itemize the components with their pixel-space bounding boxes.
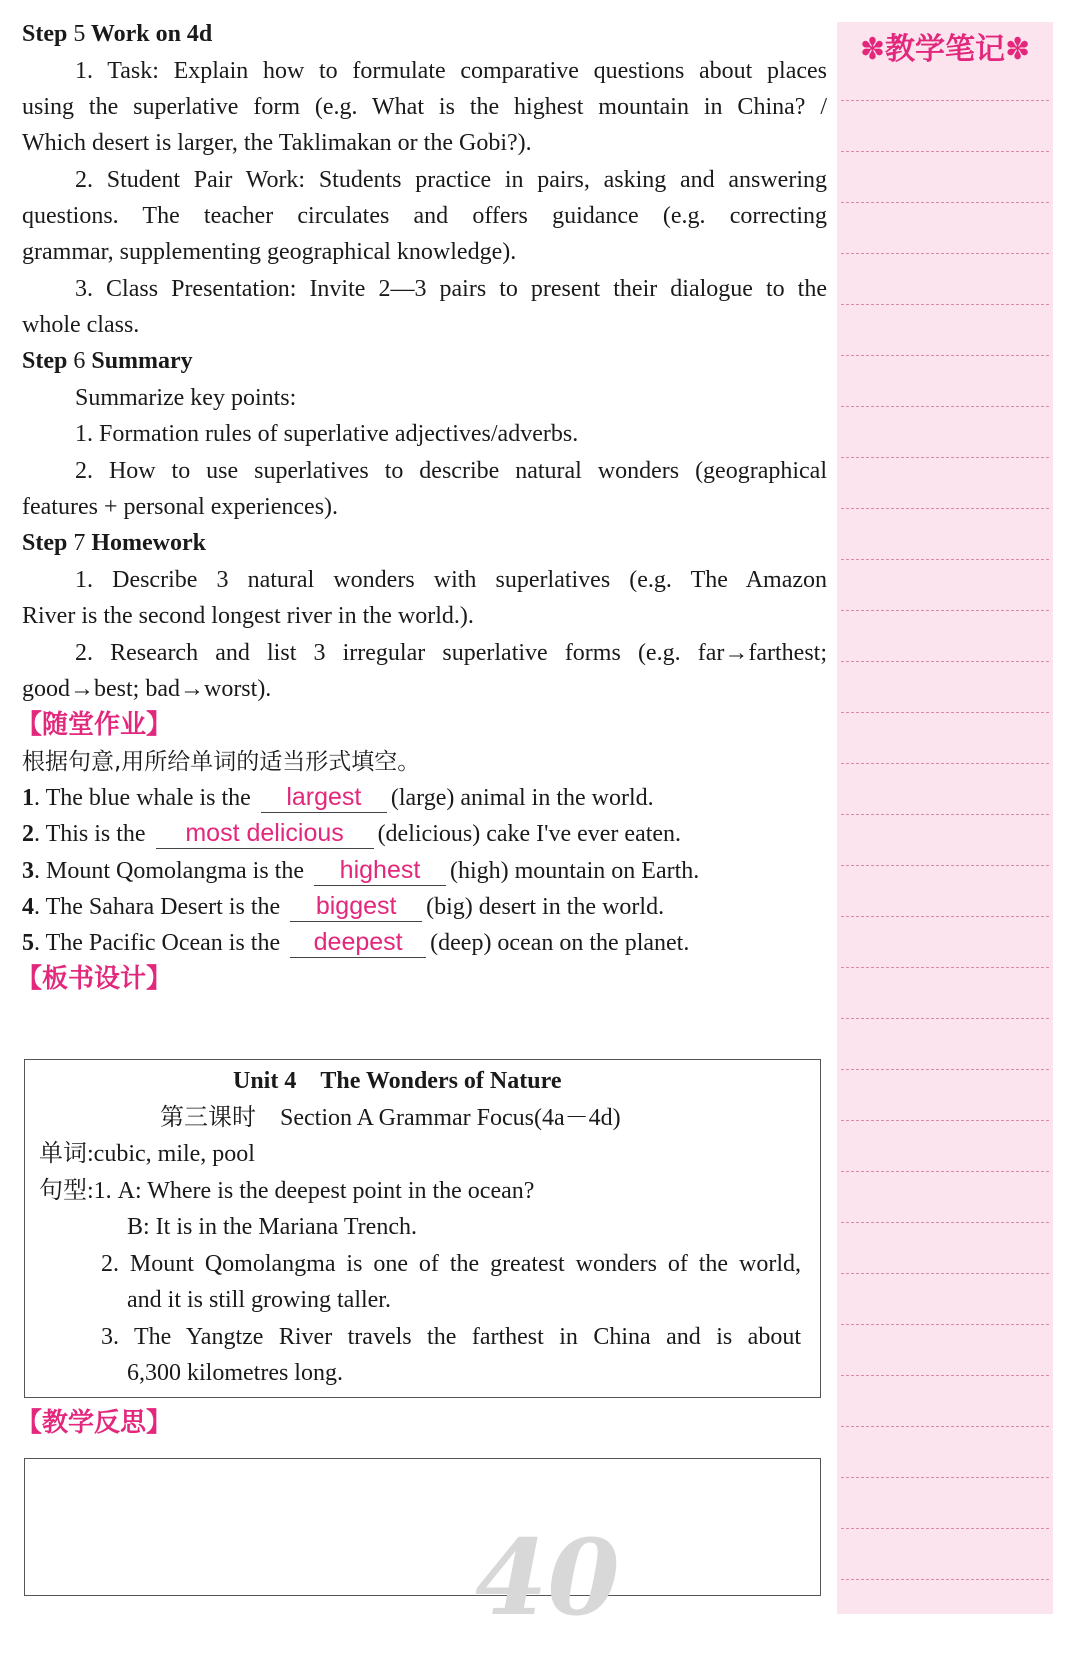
- step5-line: Which desert is larger, the Taklimakan or the Gobi?).: [22, 130, 532, 156]
- answer-blank: most delicious: [156, 818, 374, 849]
- note-line: [841, 1579, 1049, 1580]
- answer-blank: biggest: [290, 891, 422, 922]
- board-pattern-3a: 3. The Yangtze River travels the farthest in China and is about: [101, 1324, 801, 1350]
- note-line: [841, 1426, 1049, 1427]
- step5-line: questions. The teacher circulates and offers guidance (e.g. correcting: [22, 203, 827, 229]
- note-line: [841, 916, 1049, 917]
- note-line: [841, 1324, 1049, 1325]
- note-line: [841, 457, 1049, 458]
- note-line: [841, 1018, 1049, 1019]
- step5-line: grammar, supplementing geographical knowledge).: [22, 239, 517, 265]
- note-line: [841, 355, 1049, 356]
- step6-line: Summarize key points:: [75, 385, 297, 411]
- step6-line: 2. How to use superlatives to describe natural wonders (geographical: [75, 458, 827, 484]
- step7-line: River is the second longest river in the world.).: [22, 603, 474, 629]
- note-line: [841, 1069, 1049, 1070]
- homework-instruction: 根据句意,用所给单词的适当形式填空。: [22, 749, 421, 775]
- board-vocab: 单词:cubic, mile, pool: [39, 1141, 255, 1167]
- board-pattern-2a: 2. Mount Qomolangma is one of the greatest wonders of the world,: [101, 1251, 801, 1277]
- exercise-item: 5. The Pacific Ocean is the deepest (deep) ocean on the planet.: [22, 928, 690, 956]
- step5-line: 3. Class Presentation: Invite 2—3 pairs to present their dialogue to the: [75, 276, 827, 302]
- notes-title: ✽教学笔记✽: [859, 32, 1031, 67]
- step7-line: 1. Describe 3 natural wonders with superlatives (e.g. The Amazon: [75, 567, 827, 593]
- exercise-item: 1. The blue whale is the largest (large) animal in the world.: [22, 783, 654, 811]
- note-line: [841, 661, 1049, 662]
- note-line: [841, 151, 1049, 152]
- step5-line: using the superlative form (e.g. What is the highest mountain in China? /: [22, 94, 827, 120]
- step7-heading: Step 7 Homework: [22, 530, 206, 556]
- homework-heading: 【随堂作业】: [16, 710, 173, 740]
- notes-sidebar: [837, 22, 1053, 1614]
- note-line: [841, 559, 1049, 560]
- note-line: [841, 610, 1049, 611]
- board-pattern-3b: 6,300 kilometres long.: [127, 1360, 343, 1386]
- note-line: [841, 100, 1049, 101]
- board-design-box: [24, 1059, 821, 1398]
- step6-line: 1. Formation rules of superlative adjectives/adverbs.: [75, 421, 579, 447]
- note-line: [841, 814, 1049, 815]
- step6-line: features + personal experiences).: [22, 494, 339, 520]
- note-line: [841, 967, 1049, 968]
- note-line: [841, 202, 1049, 203]
- board-pattern-2b: and it is still growing taller.: [127, 1287, 391, 1313]
- exercise-item: 4. The Sahara Desert is the biggest (big) desert in the world.: [22, 892, 665, 920]
- answer-blank: highest: [314, 855, 446, 886]
- step5-line: whole class.: [22, 312, 140, 338]
- note-line: [841, 763, 1049, 764]
- note-line: [841, 1375, 1049, 1376]
- board-pattern-1b: B: It is in the Mariana Trench.: [127, 1214, 417, 1240]
- answer-blank: largest: [261, 782, 387, 813]
- step7-line: good→best; bad→worst).: [22, 676, 272, 702]
- note-line: [841, 1528, 1049, 1529]
- step6-heading: Step 6 Summary: [22, 348, 193, 374]
- note-line: [841, 406, 1049, 407]
- answer-blank: deepest: [290, 927, 426, 958]
- note-line: [841, 1222, 1049, 1223]
- note-line: [841, 1273, 1049, 1274]
- step5-heading: Step 5 Work on 4d: [22, 21, 213, 47]
- note-line: [841, 1120, 1049, 1121]
- note-line: [841, 1171, 1049, 1172]
- board-pattern-1a: 句型:1. A: Where is the deepest point in the ocean?: [39, 1178, 535, 1204]
- board-heading: 【板书设计】: [16, 964, 173, 994]
- reflection-heading: 【教学反思】: [16, 1408, 173, 1438]
- note-line: [841, 304, 1049, 305]
- board-unit-title: Unit 4 The Wonders of Nature: [233, 1068, 562, 1094]
- exercise-item: 2. This is the most delicious (delicious) cake I've ever eaten.: [22, 819, 682, 847]
- note-line: [841, 712, 1049, 713]
- step7-line: 2. Research and list 3 irregular superlative forms (e.g. far→farthest;: [75, 640, 827, 666]
- step5-line: 2. Student Pair Work: Students practice in pairs, asking and answering: [75, 167, 827, 193]
- exercise-item: 3. Mount Qomolangma is the highest (high) mountain on Earth.: [22, 856, 700, 884]
- board-lesson: 第三课时 Section A Grammar Focus(4a－4d): [160, 1105, 621, 1131]
- page-number: 40: [475, 1516, 620, 1639]
- note-line: [841, 865, 1049, 866]
- step5-line: 1. Task: Explain how to formulate comparative questions about places: [75, 58, 827, 84]
- note-line: [841, 1477, 1049, 1478]
- reflection-box: [24, 1458, 821, 1596]
- note-line: [841, 253, 1049, 254]
- note-line: [841, 508, 1049, 509]
